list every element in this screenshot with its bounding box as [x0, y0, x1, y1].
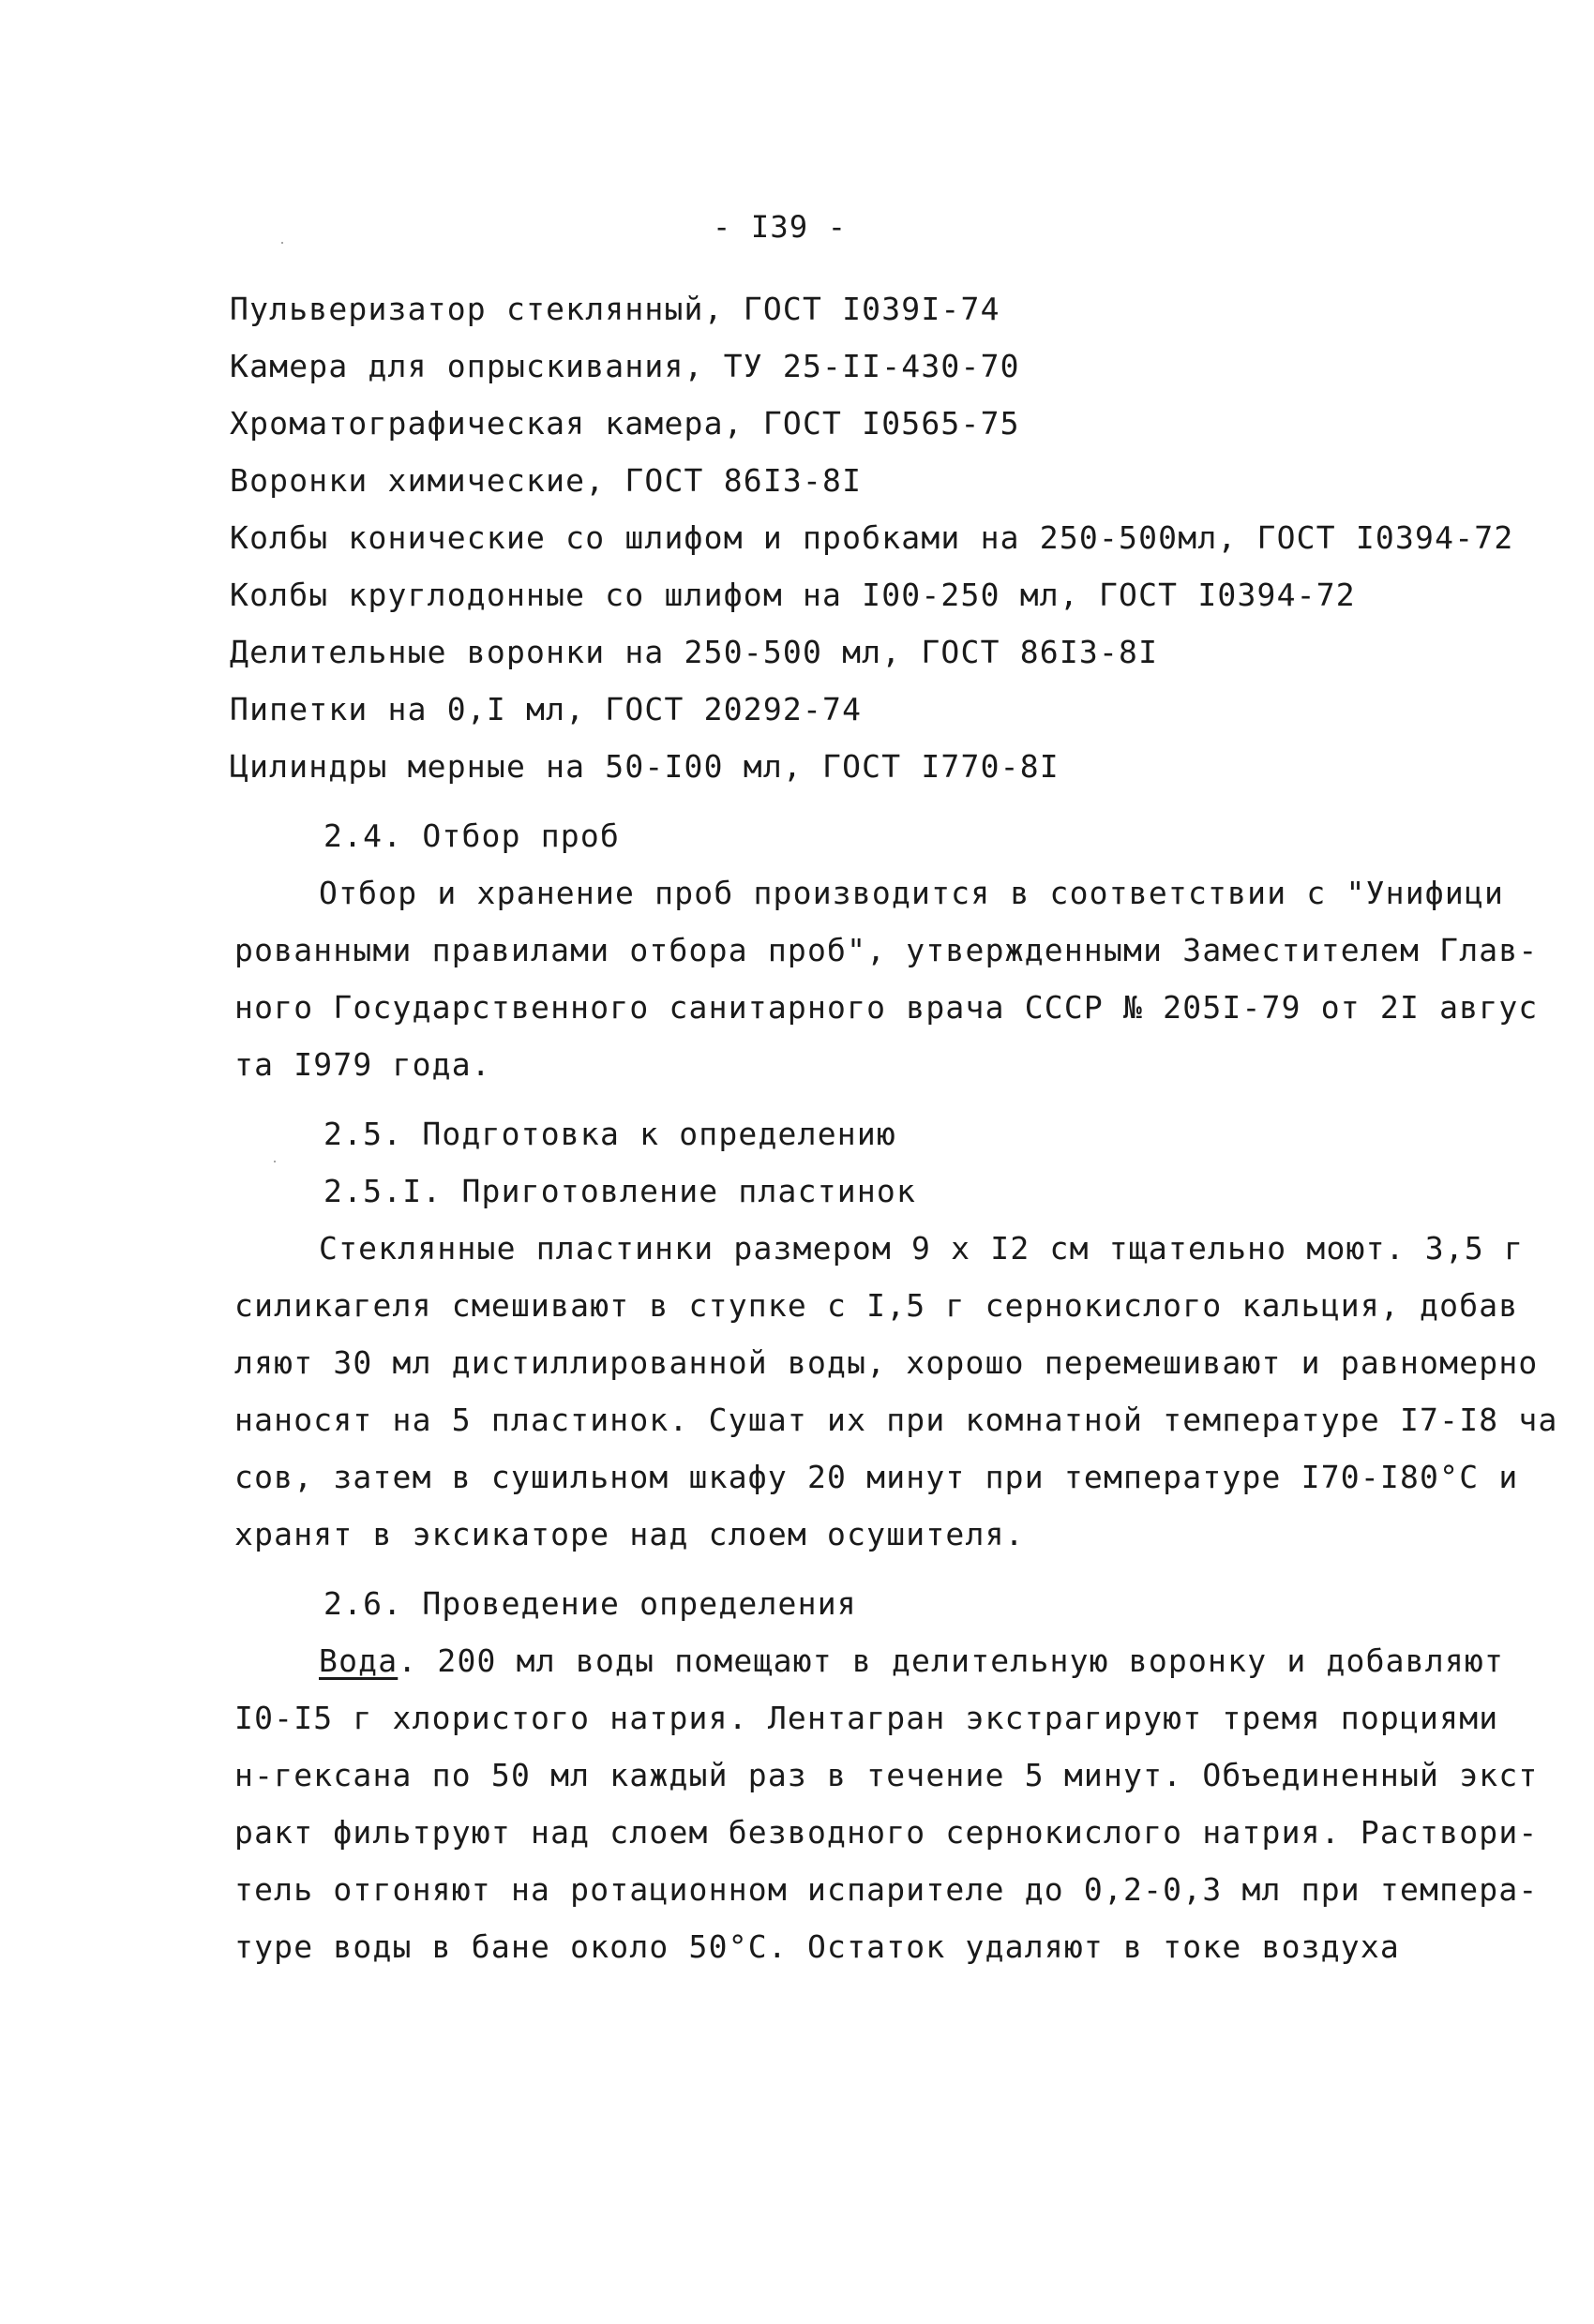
equipment-item: Пульверизатор стеклянный, ГОСТ I039I-74 — [230, 291, 1000, 327]
paragraph-line: Отбор и хранение проб производится в соответствии с "Унифици — [319, 875, 1505, 911]
paragraph-line: хранят в эксикаторе над слоем осушителя. — [234, 1516, 1025, 1552]
paragraph-line: ракт фильтруют над слоем безводного сернокислого натрия. Раствори- — [234, 1814, 1539, 1851]
paragraph-line — [319, 1642, 1504, 1680]
equipment-item: Колбы круглодонные со шлифом на I00-250 мл, ГОСТ I0394-72 — [230, 577, 1356, 613]
paragraph-line: ляют 30 мл дистиллированной воды, хорошо перемешивают и равномерно — [234, 1344, 1539, 1381]
paragraph-line: силикагеля смешивают в ступке с I,5 г сернокислого кальция, добав — [234, 1287, 1519, 1324]
paragraph-line: тель отгоняют на ротационном испарителе до 0,2-0,3 мл при темпера- — [234, 1871, 1539, 1908]
section-heading: 2.6. Проведение определения — [323, 1585, 857, 1622]
scan-speck — [281, 242, 283, 244]
paragraph-line: сов, затем в сушильном шкафу 20 минут при температуре I70-I80°С и — [234, 1459, 1519, 1495]
water-line-text: . 200 мл воды помещают в делительную воронку и добавляют — [398, 1642, 1505, 1679]
paragraph-line: наносят на 5 пластинок. Сушат их при комнатной температуре I7-I8 ча — [234, 1402, 1558, 1438]
paragraph-line: н-гексана по 50 мл каждый раз в течение 5 минут. Объединенный экст — [234, 1757, 1539, 1793]
subsection-heading: 2.5.I. Приготовление пластинок — [323, 1173, 917, 1209]
paragraph-line: ного Государственного санитарного врача СССР № 205I-79 от 2I авгус — [234, 989, 1539, 1026]
equipment-item: Воронки химические, ГОСТ 86I3-8I — [230, 462, 863, 499]
paragraph-line: Стеклянные пластинки размером 9 х I2 см тщательно моют. 3,5 г — [319, 1230, 1525, 1267]
paragraph-line: рованными правилами отбора проб", утвержденными Заместителем Глав- — [234, 932, 1539, 968]
paragraph-line: та I979 года. — [234, 1046, 491, 1083]
equipment-item: Пипетки на 0,I мл, ГОСТ 20292-74 — [230, 691, 863, 727]
paragraph-line: I0-I5 г хлористого натрия. Лентагран экстрагируют тремя порциями — [234, 1700, 1499, 1736]
scan-speck — [274, 1161, 276, 1162]
page-number: - I39 - — [713, 209, 848, 245]
section-heading: 2.4. Отбор проб — [323, 817, 621, 854]
equipment-item: Камера для опрыскивания, ТУ 25-II-430-70 — [230, 348, 1020, 384]
equipment-item: Делительные воронки на 250-500 мл, ГОСТ 86I3-8I — [230, 634, 1159, 670]
section-heading: 2.5. Подготовка к определению — [323, 1116, 896, 1152]
equipment-item: Хроматографическая камера, ГОСТ I0565-75 — [230, 405, 1020, 442]
equipment-item: Колбы конические со шлифом и пробками на 250-500мл, ГОСТ I0394-72 — [230, 519, 1514, 556]
paragraph-line: туре воды в бане около 50°С. Остаток удаляют в токе воздуха — [234, 1928, 1400, 1965]
water-label: Вода — [319, 1642, 398, 1679]
equipment-item: Цилиндры мерные на 50-I00 мл, ГОСТ I770-8I — [230, 748, 1060, 785]
